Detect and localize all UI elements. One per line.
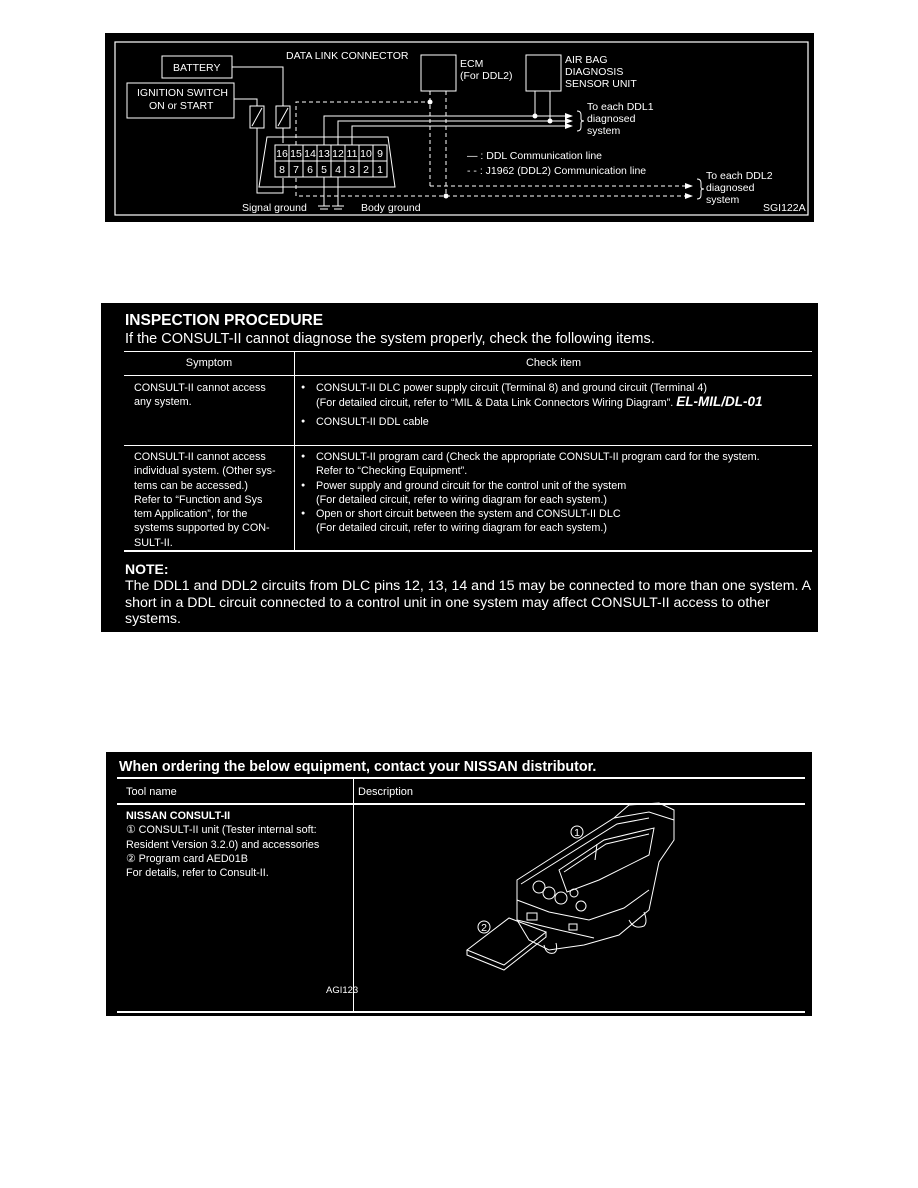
- svg-text:16: 16: [276, 148, 288, 160]
- svg-text:DIAGNOSIS: DIAGNOSIS: [565, 66, 624, 78]
- column-header-symptom: Symptom: [185, 357, 233, 369]
- svg-text:1: 1: [377, 164, 383, 176]
- callout-1: 1: [574, 827, 580, 839]
- svg-text:4: 4: [335, 164, 341, 176]
- section-title: INSPECTION PROCEDURE: [125, 312, 324, 329]
- tool-name: NISSAN CONSULT-II: [126, 810, 231, 822]
- column-header-tool-name: Tool name: [126, 786, 177, 798]
- dlc-label: DATA LINK CONNECTOR: [286, 50, 409, 62]
- table-row-symptom: CONSULT-II cannot access any system.: [134, 382, 266, 409]
- svg-text:13: 13: [318, 148, 330, 160]
- svg-text:5: 5: [321, 164, 327, 176]
- section-intro: If the CONSULT-II cannot diagnose the system properly, check the following items.: [125, 331, 655, 347]
- svg-text:3: 3: [349, 164, 355, 176]
- inspection-procedure-panel: [101, 303, 818, 632]
- wiring-diagram-panel: [105, 33, 814, 222]
- svg-text:system: system: [706, 194, 740, 206]
- callout-2: 2: [481, 922, 487, 934]
- legend-solid: — : DDL Communication line: [467, 150, 602, 162]
- equipment-panel: [106, 752, 812, 1016]
- column-header-description: Description: [358, 786, 414, 798]
- svg-text:system: system: [587, 125, 621, 137]
- svg-text:8: 8: [279, 164, 285, 176]
- svg-text:2: 2: [363, 164, 369, 176]
- ddl2-destination: To each DDL2: [706, 170, 773, 182]
- note-text: The DDL1 and DDL2 circuits from DLC pins 12, 13, 14 and 15 may be connected to more than one system. A short in a DDL circuit connected to a control unit in one system may affect CONSULT-II access to other systems.: [125, 578, 811, 627]
- svg-text:14: 14: [304, 148, 316, 160]
- legend-dashed: - - : J1962 (DDL2) Communication line: [467, 165, 647, 177]
- reference-link[interactable]: EL-MIL/DL-01: [676, 394, 763, 410]
- svg-text:6: 6: [307, 164, 313, 176]
- svg-text:12: 12: [332, 148, 344, 160]
- svg-text:9: 9: [377, 148, 383, 160]
- svg-text:10: 10: [360, 148, 372, 160]
- table-row-symptom: CONSULT-II cannot access individual system. (Other sys- tems can be accessed.) Refer to “Function and Sys tem Application”, for the systems supported by CON- SULT-II.: [134, 451, 276, 549]
- wiring-diagram: [105, 33, 814, 222]
- svg-text:ON or START: ON or START: [149, 100, 214, 112]
- svg-text:7: 7: [293, 164, 299, 176]
- consult-ii-illustration: [349, 800, 809, 1015]
- equipment-title: When ordering the below equipment, contact your NISSAN distributor.: [119, 759, 597, 775]
- svg-text:11: 11: [346, 148, 358, 160]
- body-ground-label: Body ground: [361, 202, 421, 214]
- column-header-check-item: Check item: [525, 357, 582, 369]
- ddl1-destination: To each DDL1: [587, 101, 654, 113]
- tool-description: NISSAN CONSULT-II ① CONSULT-II unit (Tester internal soft: Resident Version 3.2.0) and accessories ② Program card AED01B For details, refer to Consult-II.: [126, 809, 352, 880]
- svg-text:15: 15: [290, 148, 302, 160]
- note-title: NOTE:: [125, 561, 169, 577]
- battery-label: BATTERY: [173, 62, 221, 74]
- figure-code: AGI123: [326, 985, 359, 996]
- airbag-label: AIR BAG: [565, 54, 608, 66]
- svg-text:diagnosed: diagnosed: [587, 113, 636, 125]
- table-row-check-items: ● CONSULT-II DLC power supply circuit (Terminal 8) and ground circuit (Terminal 4) (For detailed circuit, refer to “MIL & Data Link Connectors Wiring Diagram”. EL-MIL/DL-01 ● CONSULT-II DDL cable: [300, 381, 810, 429]
- svg-text:(For DDL2): (For DDL2): [460, 70, 513, 82]
- svg-text:SENSOR UNIT: SENSOR UNIT: [565, 78, 637, 90]
- signal-ground-label: Signal ground: [242, 202, 307, 214]
- table-row-check-items: ● CONSULT-II program card (Check the appropriate CONSULT-II program card for the system. Refer to “Checking Equipment”. ● Power supply and ground circuit for the control unit of the system (For detailed circuit, refer to wiring diagram for each system.) ● Open or short circuit between the system and CONSULT-II DLC (For detailed circuit, refer to wiring diagram for each system.): [300, 450, 810, 536]
- ecm-label: ECM: [460, 58, 484, 70]
- figure-code: SGI122A: [763, 202, 806, 214]
- svg-text:diagnosed: diagnosed: [706, 182, 755, 194]
- ignition-label: IGNITION SWITCH: [137, 87, 228, 99]
